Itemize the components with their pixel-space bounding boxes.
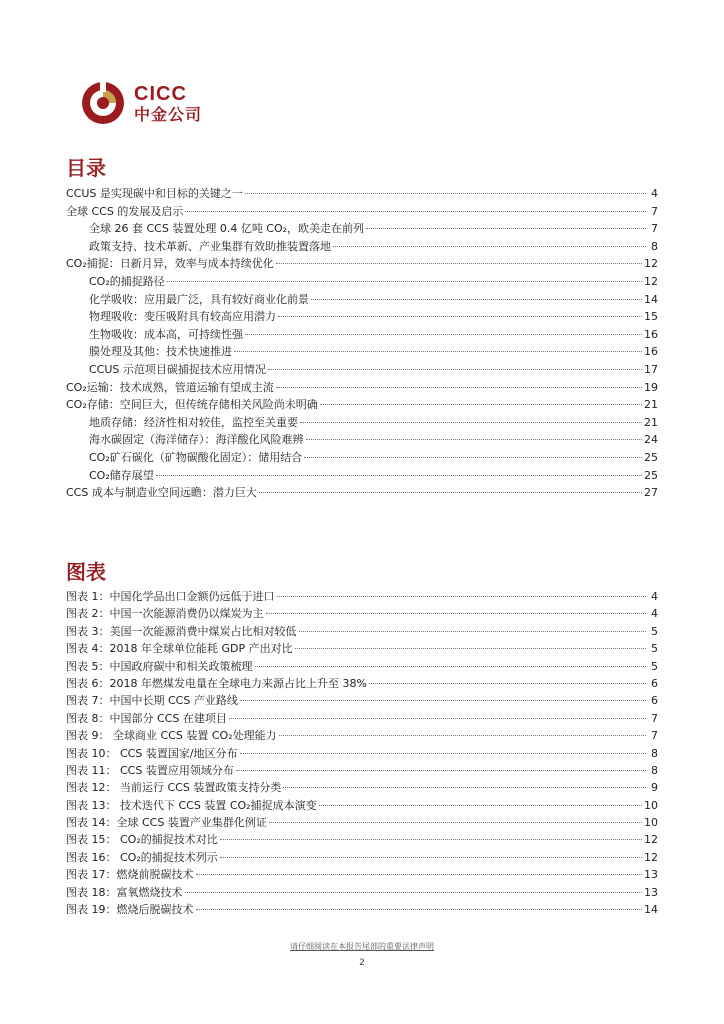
figure-entry-page: 6 [651, 676, 658, 690]
dot-leader [276, 263, 642, 264]
toc-entry-page: 16 [644, 327, 658, 341]
figure-entry[interactable] [66, 884, 658, 901]
figure-entry[interactable] [66, 745, 658, 762]
page-footer [0, 941, 724, 968]
figure-entry[interactable] [66, 727, 658, 744]
toc-entry-label: CO₂的捕捉路径 [89, 274, 165, 288]
figure-entry-label: 图表 8：中国部分 CCS 在建项目 [66, 711, 227, 725]
toc-entry[interactable] [66, 343, 658, 361]
dot-leader [266, 613, 647, 614]
dot-leader [279, 735, 646, 736]
toc-entry-page: 24 [644, 433, 658, 447]
toc-entry-page: 16 [644, 345, 658, 359]
toc-entry[interactable] [66, 291, 658, 309]
figure-entry[interactable] [66, 762, 658, 779]
figure-entry-label: 图表 17：燃烧前脱碳技术 [66, 868, 194, 882]
dot-leader [259, 492, 642, 493]
figure-entry-page: 4 [651, 590, 658, 603]
figure-entry[interactable] [66, 605, 658, 622]
toc-entry-page: 8 [651, 239, 658, 253]
toc-entry-label: CO₂矿石碳化（矿物碳酸化固定）：储用结合 [89, 450, 303, 464]
figures-list [66, 588, 658, 918]
toc-entry[interactable] [66, 255, 658, 273]
figure-entry-page: 8 [651, 763, 658, 777]
toc-entry-label: CO₂捕捉：日新月异，效率与成本持续优化 [66, 257, 274, 271]
toc-entry[interactable] [66, 238, 658, 256]
figure-entry-label: 图表 15： CO₂的捕捉技术对比 [66, 833, 218, 847]
toc-entry-page: 15 [644, 310, 658, 324]
figure-entry[interactable] [66, 675, 658, 692]
toc-entry[interactable] [66, 379, 658, 397]
figure-entry-page: 12 [644, 833, 658, 847]
toc-entry[interactable] [66, 220, 658, 238]
toc-entry-page: 27 [644, 486, 658, 500]
figure-entry-page: 5 [651, 659, 658, 673]
dot-leader [276, 387, 642, 388]
dot-leader [240, 700, 646, 701]
toc-entry-label: 政策支持、技术革新、产业集群有效助推装置落地 [89, 239, 331, 253]
dot-leader [300, 422, 642, 423]
toc-entry-label: 化学吸收：应用最广泛，具有较好商业化前景 [89, 292, 309, 306]
figure-entry-page: 5 [651, 642, 658, 656]
figure-entry-label: 图表 5：中国政府碳中和相关政策梳理 [66, 659, 253, 673]
dot-leader [320, 404, 642, 405]
legal-notice-link[interactable]: 请仔细阅读在本报告尾部的重要法律声明 [290, 942, 434, 951]
figure-entry[interactable] [66, 901, 658, 918]
toc-entry-label: 膜处理及其他：技术快速推进 [89, 345, 232, 359]
toc-entry-page: 12 [644, 257, 658, 271]
toc-entry-label: 海水碳固定（海洋储存）：海洋酸化风险难辨 [89, 433, 304, 447]
figure-entry[interactable] [66, 866, 658, 883]
figure-entry-page: 13 [644, 885, 658, 899]
toc-entry[interactable] [66, 449, 658, 467]
toc-entry-label: CO₂运输：技术成熟，管道运输有望成主流 [66, 380, 274, 394]
figure-entry-label: 图表 18：富氧燃烧技术 [66, 885, 183, 899]
cicc-logo-icon [80, 80, 126, 126]
figure-entry-label: 图表 1：中国化学品出口金额仍远低于进口 [66, 590, 275, 603]
dot-leader [245, 334, 642, 335]
toc-entry-page: 14 [644, 292, 658, 306]
toc-entry[interactable] [66, 431, 658, 449]
figure-entry-page: 5 [651, 624, 658, 638]
figure-entry-page: 7 [651, 711, 658, 725]
figure-entry[interactable] [66, 710, 658, 727]
figure-entry-page: 12 [644, 850, 658, 864]
toc-entry-page: 25 [644, 450, 658, 464]
figure-entry-page: 8 [651, 746, 658, 760]
dot-leader [366, 228, 646, 229]
dot-leader [304, 457, 642, 458]
figure-entry-label: 图表 13： 技术迭代下 CCS 装置 CO₂捕捉成本演变 [66, 798, 317, 812]
dot-leader [277, 596, 647, 597]
toc-entry-page: 12 [644, 274, 658, 288]
figure-entry[interactable] [66, 658, 658, 675]
toc-entry[interactable] [66, 484, 658, 502]
toc-entry-page: 25 [644, 468, 658, 482]
figure-entry[interactable] [66, 849, 658, 866]
toc-entry-label: 全球 26 套 CCS 装置处理 0.4 亿吨 CO₂，欧美走在前列 [89, 222, 365, 236]
figure-entry-page: 9 [651, 781, 658, 795]
figure-entry-label: 图表 16： CO₂的捕捉技术列示 [66, 850, 218, 864]
toc-entry-label: CO₂储存展望 [89, 468, 154, 482]
figure-entry[interactable] [66, 588, 658, 605]
figure-entry[interactable] [66, 640, 658, 657]
figure-entry[interactable] [66, 797, 658, 814]
dot-leader [196, 874, 643, 875]
toc-entry-label: CCUS 是实现碳中和目标的关键之一 [66, 187, 243, 200]
toc-entry-label: CCUS 示范项目碳捕捉技术应用情况 [89, 362, 266, 376]
figure-entry-page: 14 [644, 903, 658, 917]
figure-entry[interactable] [66, 623, 658, 640]
toc-entry-page: 19 [644, 380, 658, 394]
dot-leader [185, 211, 646, 212]
dot-leader [306, 439, 643, 440]
toc-entry-page: 7 [651, 204, 658, 218]
dot-leader [319, 805, 642, 806]
figure-entry-page: 7 [651, 729, 658, 743]
toc-entry[interactable] [66, 467, 658, 485]
toc-entry[interactable] [66, 396, 658, 414]
dot-leader [278, 316, 642, 317]
dot-leader [283, 787, 646, 788]
cicc-logo [80, 80, 202, 126]
toc-entry-label: CCS 成本与制造业空间远瞻：潜力巨大 [66, 486, 257, 500]
dot-leader [245, 193, 646, 194]
dot-leader [268, 369, 642, 370]
dot-leader [236, 770, 646, 771]
figure-entry-label: 图表 19：燃烧后脱碳技术 [66, 903, 194, 917]
dot-leader [220, 857, 642, 858]
toc-entry-page: 7 [651, 222, 658, 236]
toc-entry[interactable] [66, 185, 658, 203]
figure-entry-label: 图表 12： 当前运行 CCS 装置政策支持分类 [66, 781, 282, 795]
dot-leader [156, 475, 642, 476]
figure-entry-label: 图表 6：2018 年燃煤发电量在全球电力来源占比上升至 38% [66, 676, 367, 690]
dot-leader [369, 683, 646, 684]
toc-entry[interactable] [66, 273, 658, 291]
figure-entry-label: 图表 2：中国一次能源消费仍以煤炭为主 [66, 607, 264, 621]
dot-leader [333, 246, 646, 247]
figure-entry-label: 图表 11： CCS 装置应用领域分布 [66, 763, 234, 777]
figure-entry[interactable] [66, 831, 658, 848]
figure-entry-page: 10 [644, 816, 658, 830]
toc-entry-label: 生物吸收：成本高，可持续性强 [89, 327, 243, 341]
toc-entry-label: 全球 CCS 的发展及启示 [66, 204, 184, 218]
figure-entry-page: 4 [651, 607, 658, 621]
dot-leader [196, 909, 643, 910]
figure-entry[interactable] [66, 779, 658, 796]
dot-leader [167, 281, 642, 282]
figure-entry-page: 6 [651, 694, 658, 708]
dot-leader [229, 718, 646, 719]
figure-entry[interactable] [66, 814, 658, 831]
toc-entry-page: 21 [644, 415, 658, 429]
toc-entry[interactable] [66, 308, 658, 326]
figure-entry-label: 图表 4：2018 年全球单位能耗 GDP 产出对比 [66, 642, 293, 656]
dot-leader [234, 351, 642, 352]
figure-entry-page: 10 [644, 798, 658, 812]
figure-entry-label: 图表 7：中国中长期 CCS 产业路线 [66, 694, 238, 708]
toc-title: 目录 [66, 156, 106, 180]
toc-entry[interactable] [66, 361, 658, 379]
figure-entry-label: 图表 9： 全球商业 CCS 装置 CO₂处理能力 [66, 729, 277, 743]
toc-entry-label: CO₂存储：空间巨大，但传统存储相关风险尚未明确 [66, 398, 318, 412]
figures-title: 图表 [66, 560, 106, 584]
dot-leader [240, 753, 646, 754]
toc-entry-label: 地质存储：经济性相对较佳，监控至关重要 [89, 415, 298, 429]
toc-entry-page: 21 [644, 398, 658, 412]
brand-name-cn: 中金公司 [134, 104, 203, 124]
page-number: 2 [359, 958, 365, 968]
dot-leader [220, 839, 642, 840]
brand-name-en: CICC [134, 82, 187, 105]
toc-entry[interactable] [66, 414, 658, 432]
figure-entry[interactable] [66, 692, 658, 709]
dot-leader [269, 822, 642, 823]
figure-entry-label: 图表 3：美国一次能源消费中煤炭占比相对较低 [66, 624, 297, 638]
dot-leader [185, 892, 643, 893]
dot-leader [299, 631, 647, 632]
toc-entry[interactable] [66, 326, 658, 344]
dot-leader [255, 666, 647, 667]
toc-entry-label: 物理吸收：变压吸附具有较高应用潜力 [89, 310, 276, 324]
figure-entry-page: 13 [644, 868, 658, 882]
toc-entry-page: 4 [651, 187, 658, 200]
figure-entry-label: 图表 14：全球 CCS 装置产业集群化例证 [66, 816, 267, 830]
dot-leader [295, 648, 646, 649]
toc-entry-page: 17 [644, 362, 658, 376]
toc-list [66, 185, 658, 502]
toc-entry[interactable] [66, 203, 658, 221]
dot-leader [311, 299, 642, 300]
figure-entry-label: 图表 10： CCS 装置国家/地区分布 [66, 746, 238, 760]
